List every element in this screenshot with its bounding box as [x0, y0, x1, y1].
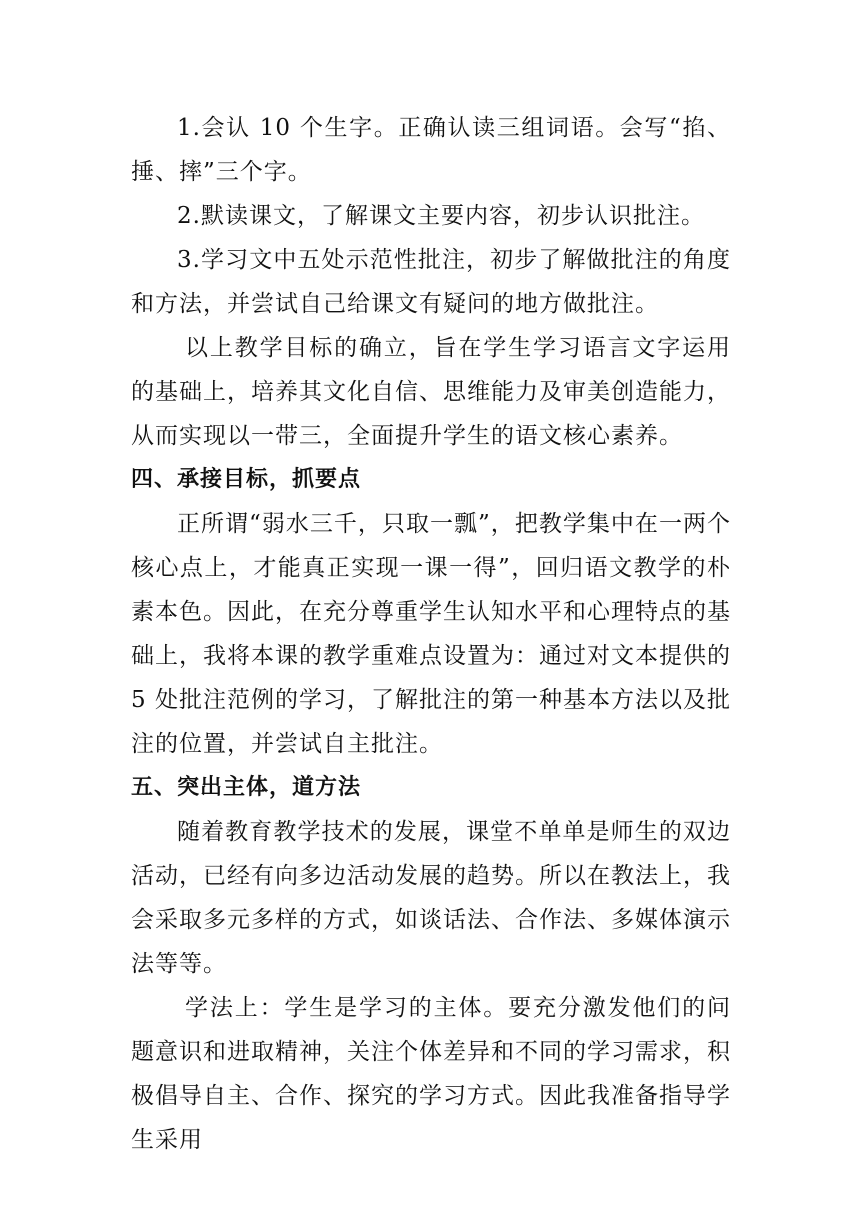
- objective-2-paragraph: 2.默读课文，了解课文主要内容，初步认识批注。: [177, 203, 705, 229]
- learning-methods-paragraph: 学法上：学生是学习的主体。要充分激发他们的问题意识和进取精神，关注个体差异和不同的学习需求，积极倡导自主、合作、探究的学习方式。因此我准备指导学生采用: [131, 995, 731, 1153]
- objective-1-paragraph: 1.会认 10 个生字。正确认读三组词语。会写“掐、捶、摔”三个字。: [131, 115, 731, 185]
- section-4-heading: 四、承接目标，抓要点: [131, 467, 362, 492]
- objectives-summary-paragraph: 以上教学目标的确立，旨在学生学习语言文字运用的基础上，培养其文化自信、思维能力及审美创造能力，从而实现以一带三，全面提升学生的语文核心素养。: [131, 335, 731, 449]
- teaching-methods-paragraph: 随着教育教学技术的发展，课堂不单单是师生的双边活动，已经有向多边活动发展的趋势。所以在教法上，我会采取多元多样的方式，如谈话法、合作法、多媒体演示法等等。: [131, 819, 731, 977]
- section-5-heading: 五、突出主体，道方法: [131, 775, 362, 800]
- key-points-paragraph: 正所谓“弱水三千，只取一瓢”，把教学集中在一两个核心点上，才能真正实现一课一得”，回归语文教学的朴素本色。因此，在充分尊重学生认知水平和心理特点的基础上，我将本课的教学重难点设置为：通过对文本提供的 5 处批注范例的学习，了解批注的第一种基本方法以及批注的位置，并尝试自主批注。: [131, 511, 731, 757]
- objective-3-paragraph: 3.学习文中五处示范性批注，初步了解做批注的角度和方法，并尝试自己给课文有疑问的地方做批注。: [131, 247, 731, 317]
- document-page: [131, 106, 731, 1162]
